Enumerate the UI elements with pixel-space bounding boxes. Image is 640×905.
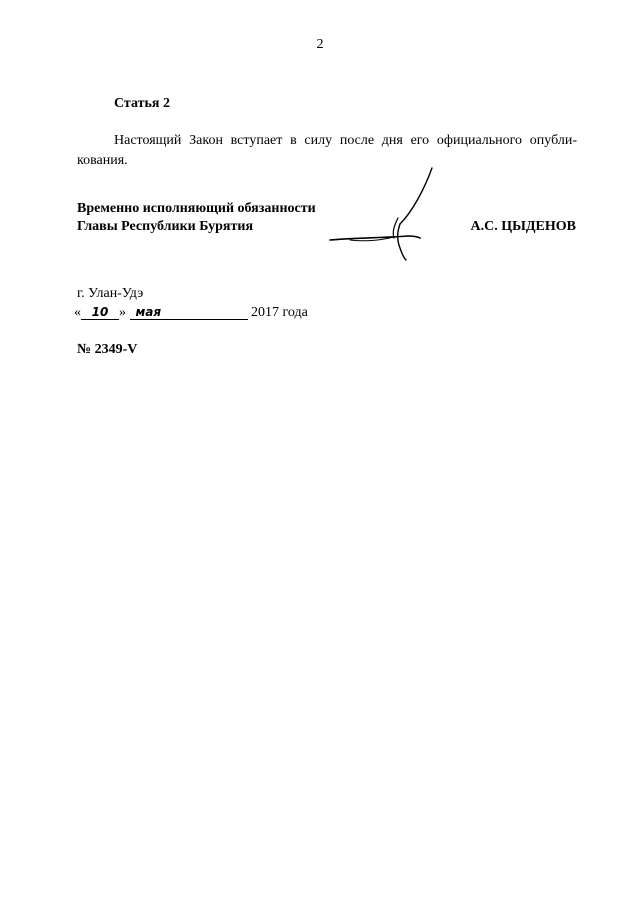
document-number: № 2349-V [77, 342, 138, 357]
signer-position-line-2: Главы Республики Бурятия [77, 219, 254, 234]
signing-date [74, 305, 308, 321]
page-number: 2 [316, 37, 324, 52]
date-close-quote: » [119, 305, 126, 320]
signer-position-line-1: Временно исполняющий обязанности [77, 201, 316, 216]
article-body-line-2: кования. [77, 153, 128, 168]
signer-name: А.С. ЦЫДЕНОВ [470, 219, 576, 234]
place-of-signing: г. Улан-Удэ [77, 286, 144, 301]
date-day: 10 [81, 305, 119, 320]
article-body-line-1: Настоящий Закон вступает в силу после дня его официального опубли- [114, 133, 577, 148]
article-heading: Статья 2 [114, 96, 170, 111]
date-open-quote: « [74, 305, 81, 320]
date-month: мая [130, 305, 248, 320]
handwritten-signature [320, 160, 450, 270]
signer-position [77, 200, 316, 236]
date-year: 2017 года [251, 305, 308, 320]
